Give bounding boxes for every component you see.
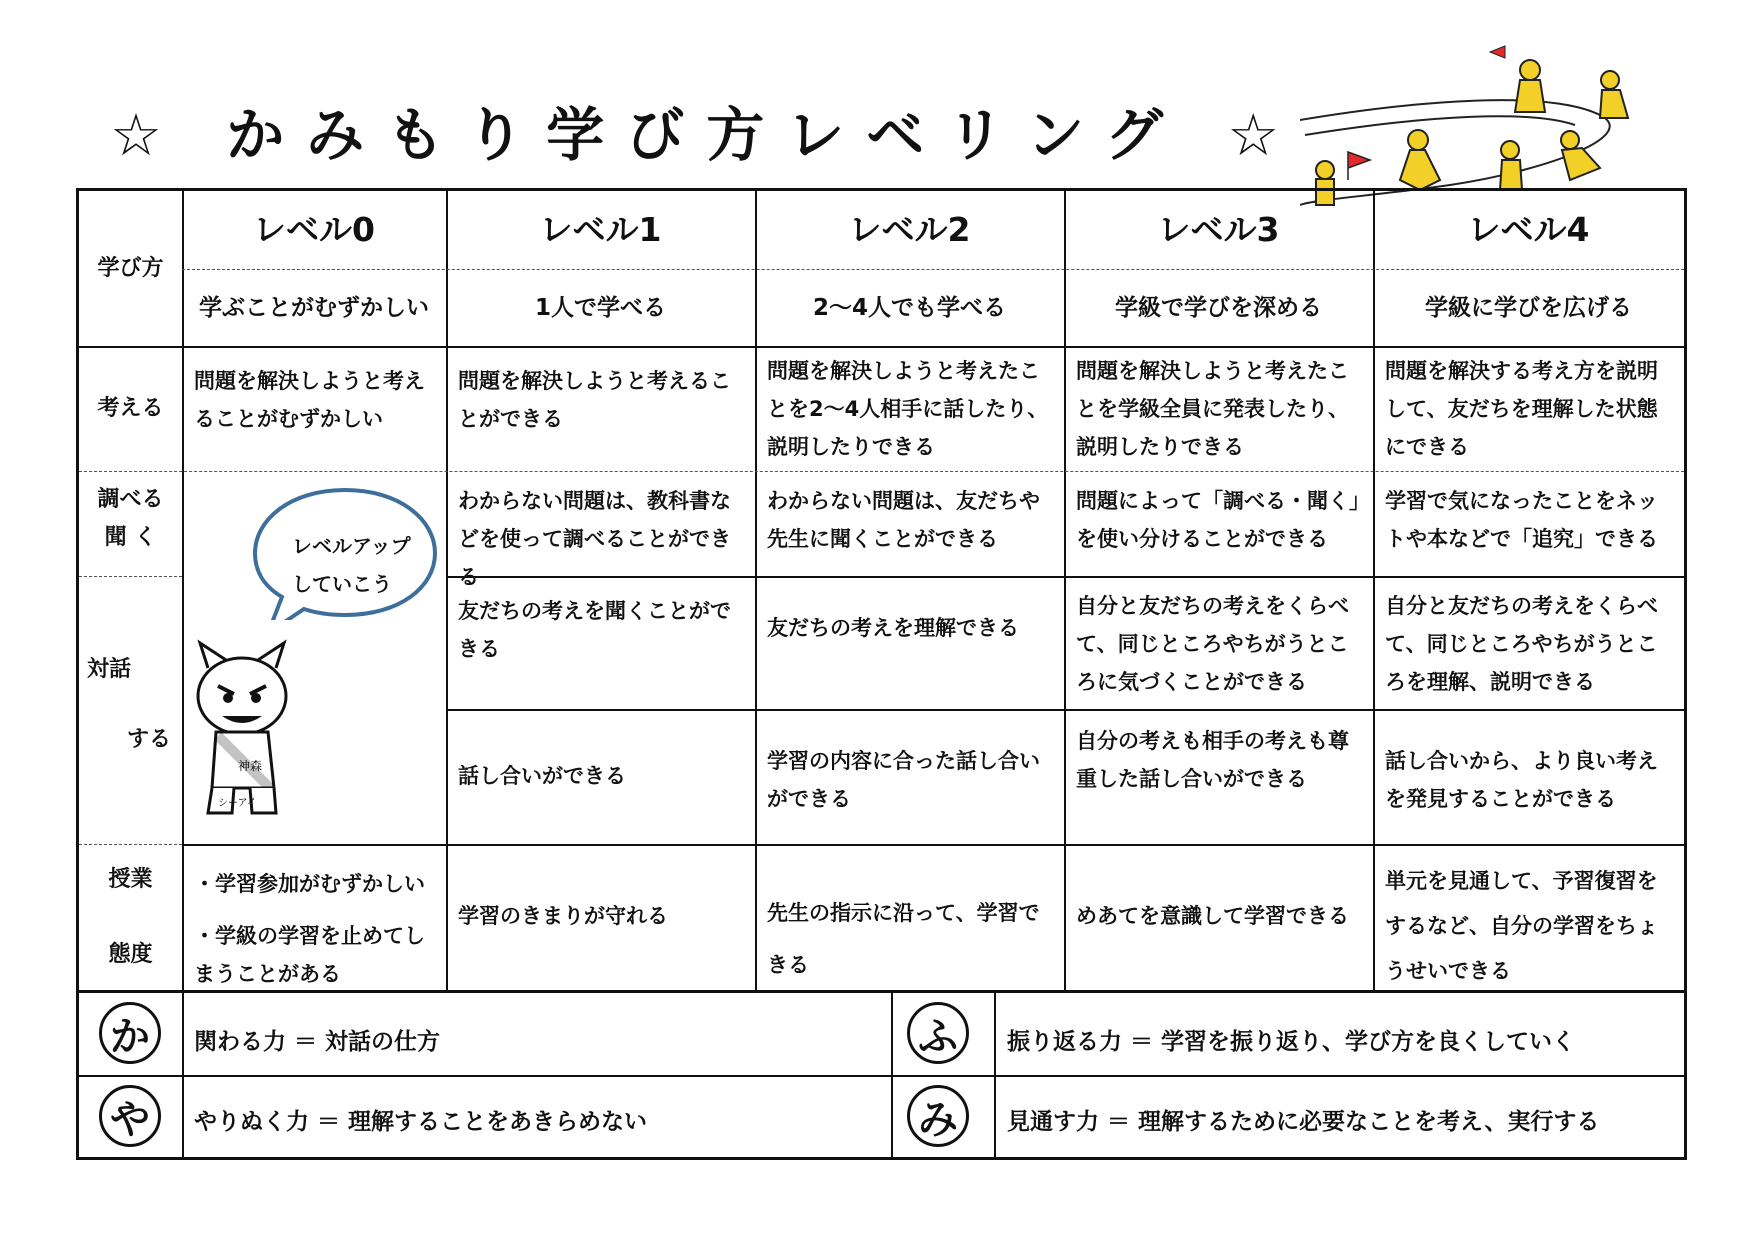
- row-label-think: 考える: [97, 395, 164, 421]
- legend-mi-text: 見通す力 ＝ 理解するために必要なことを考え、実行する: [1007, 1109, 1600, 1135]
- level-1-desc: 1人で学べる: [534, 294, 666, 321]
- legend-ya-circle: や: [99, 1085, 161, 1147]
- level-4-desc: 学級に学びを広げる: [1425, 294, 1632, 321]
- legend-ka-circle: か: [99, 1002, 161, 1064]
- think-level-4: 問題を解決する考え方を説明して、友だちを理解した状態にできる: [1385, 359, 1658, 459]
- dialogue-b-level-2: 学習の内容に合った話し合いができる: [767, 749, 1040, 811]
- dialogue-a-level-4: 自分と友だちの考えをくらべて、同じところやちがうところを理解、説明できる: [1385, 594, 1658, 694]
- level-0-label: レベル0: [253, 210, 375, 249]
- speech-bubble-line-2: していこう: [292, 572, 392, 596]
- page-title: ☆ かみもり学び方レベリング ☆: [110, 101, 1302, 169]
- row-label-dialogue-1: 対話: [87, 657, 132, 682]
- dialogue-a-level-2: 友だちの考えを理解できる: [767, 616, 1019, 640]
- row-label-attitude-1: 授業: [108, 867, 153, 892]
- research-level-4: 学習で気になったことをネットや本などで「追究」できる: [1385, 489, 1658, 551]
- think-level-2: 問題を解決しようと考えたことを2〜4人相手に話したり、説明したりできる: [767, 359, 1049, 459]
- dialogue-a-level-3: 自分と友だちの考えをくらべて、同じところやちがうところに気づくことができる: [1076, 594, 1349, 694]
- level-4-label: レベル4: [1467, 210, 1590, 249]
- corner-header: 学び方: [97, 255, 164, 281]
- research-level-1: わからない問題は、教科書などを使って調べることができる: [458, 489, 731, 589]
- attitude-level-0-a: ・学習参加がむずかしい: [194, 872, 425, 896]
- level-3-label: レベル3: [1157, 210, 1280, 249]
- level-3-desc: 学級で学びを深める: [1115, 294, 1322, 321]
- think-level-0: 問題を解決しようと考えることがむずかしい: [194, 369, 425, 431]
- speech-bubble-line-1: レベルアップ: [292, 534, 411, 558]
- legend-fu-text: 振り返る力 ＝ 学習を振り返り、学び方を良くしていく: [1007, 1029, 1576, 1055]
- dialogue-b-level-4: 話し合いから、より良い考えを発見することができる: [1385, 749, 1658, 811]
- legend-mi-circle: み: [907, 1085, 969, 1147]
- attitude-level-4: 単元を見通して、予習復習をするなど、自分の学習をちょうせいできる: [1385, 869, 1658, 983]
- research-level-3: 問題によって「調べる・聞く」を使い分けることができる: [1076, 489, 1360, 551]
- row-label-attitude-2: 態度: [108, 942, 153, 967]
- mascot-character: [178, 638, 308, 818]
- legend-fu-circle: ふ: [907, 1002, 969, 1064]
- think-level-3: 問題を解決しようと考えたことを学級全員に発表したり、説明したりできる: [1076, 359, 1349, 459]
- attitude-level-2: 先生の指示に沿って、学習できる: [767, 901, 1040, 977]
- dialogue-a-level-1: 友だちの考えを聞くことができる: [458, 599, 731, 661]
- research-level-2: わからない問題は、友だちや先生に聞くことができる: [767, 489, 1040, 551]
- level-1-label: レベル1: [539, 210, 662, 249]
- level-2-label: レベル2: [848, 210, 971, 249]
- legend-ka-text: 関わる力 ＝ 対話の仕方: [194, 1029, 441, 1055]
- row-label-research-1: 調べる: [97, 487, 164, 512]
- level-2-desc: 2〜4人でも学べる: [812, 294, 1006, 321]
- dialogue-b-level-3: 自分の考えも相手の考えも尊重した話し合いができる: [1076, 729, 1349, 791]
- attitude-level-0-b: ・学級の学習を止めてしまうことがある: [194, 924, 425, 986]
- row-label-research-2: 聞 く: [104, 525, 157, 550]
- level-0-desc: 学ぶことがむずかしい: [199, 294, 429, 321]
- think-level-1: 問題を解決しようと考えることができる: [458, 369, 731, 431]
- attitude-level-3: めあてを意識して学習できる: [1076, 904, 1349, 928]
- mascot-name-text: シーアイ: [218, 798, 257, 809]
- legend-box: [76, 990, 1687, 1160]
- row-label-dialogue-2: する: [127, 727, 172, 752]
- dialogue-b-level-1: 話し合いができる: [458, 764, 626, 788]
- legend-ya-text: やりぬく力 ＝ 理解することをあきらめない: [194, 1109, 648, 1135]
- attitude-level-1: 学習のきまりが守れる: [458, 904, 668, 928]
- row-label-research: [79, 481, 182, 576]
- mascot-sash-text: 神森: [238, 759, 263, 773]
- speech-bubble-text: [292, 527, 411, 603]
